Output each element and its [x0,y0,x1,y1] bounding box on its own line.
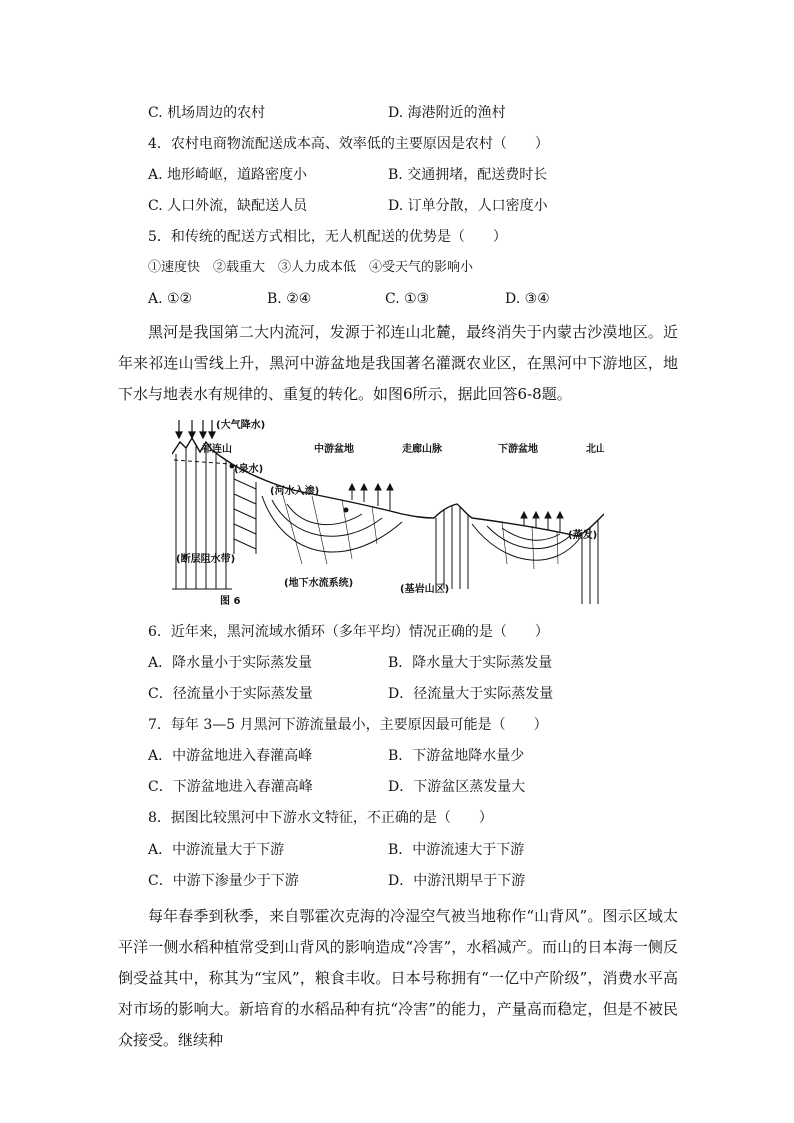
label-zoulang: 走廊山脉 [402,444,442,455]
figure-6 [172,414,604,610]
q8-option-b: B．中游流速大于下游 [388,842,525,858]
label-groundwater: (地下水流系统) [284,578,354,589]
q4-stem: 4．农村电商物流配送成本高、效率低的主要原因是农村（ ） [148,136,549,152]
passage-yamase: 每年春季到秋季，来自鄂霍次克海的冷湿空气被当地称作“山背风”。图示区域太平洋一侧水稻种植常受到山背风的影响造成“冷害”，水稻减产。而山的日本海一侧反倒受益其中，称其为“宝风”，粮食丰收。日本号称拥有“一亿中产阶级”，消费水平高对市场的影响大。新培育的水稻品种有抗“冷害”的能力，产量高而稳定，但是不被民众接受。继续种 [118,907,678,1049]
q7-option-c: C．下游盆地进入春灌高峰 [148,779,313,795]
q5-option-a: A. ①② [148,291,193,307]
label-xiayou: 下游盆地 [498,444,538,455]
q6-stem: 6．近年来，黑河流域水循环（多年平均）情况正确的是（ ） [148,624,549,640]
q3-option-c: C. 机场周边的农村 [148,105,266,121]
q8-option-d: D．中游汛期早于下游 [388,873,526,889]
label-evap: (蒸发) [568,530,598,541]
q4-option-c: C. 人口外流，缺配送人员 [148,198,308,214]
q5-option-d: D. ③④ [505,291,550,307]
q4-option-d: D. 订单分散，人口密度小 [388,198,548,214]
label-beishan: 北山 [586,444,604,455]
q5-option-b: B. ②④ [267,291,312,307]
q6-option-b: B．降水量大于实际蒸发量 [388,655,553,671]
figure-caption: 图 6 [220,596,241,607]
q3-option-d: D. 海港附近的渔村 [388,105,506,121]
q6-option-c: C．径流量小于实际蒸发量 [148,686,313,702]
q5-option-c: C. ①③ [385,291,430,307]
label-infiltration: (河水入渗) [270,486,320,497]
q8-option-c: C．中游下渗量少于下游 [148,873,299,889]
label-spring: (泉水) [234,464,264,475]
q6-option-d: D．径流量大于实际蒸发量 [388,686,554,702]
q7-stem: 7．每年 3—5 月黑河下游流量最小，主要原因最可能是（ ） [148,717,548,733]
q4-option-a: A. 地形崎岖，道路密度小 [148,167,308,183]
q7-option-b: B．下游盆地降水量少 [388,748,525,764]
label-bedrock: (基岩山区) [400,584,450,595]
q4-option-b: B. 交通拥堵，配送费时长 [388,167,548,183]
q5-items: ①速度快 ②载重大 ③人力成本低 ④受天气的影响小 [148,260,474,275]
q7-option-d: D．下游盆区蒸发量大 [388,779,526,795]
passage-heihe: 黑河是我国第二大内流河，发源于祁连山北麓，最终消失于内蒙古沙漠地区。近年来祁连山雪线上升，黑河中游盆地是我国著名灌溉农业区，在黑河中下游地区，地下水与地表水有规律的、重复的转化。如图6所示，据此回答6-8题。 [118,323,678,403]
label-zhongyou: 中游盆地 [314,444,354,455]
q8-option-a: A．中游流量大于下游 [148,842,285,858]
label-qilian: 祁连山 [202,444,232,455]
label-rain: (大气降水) [216,420,266,431]
q8-stem: 8．据图比较黑河中下游水文特征，不正确的是（ ） [148,810,493,826]
label-fault: (断层阻水带) [176,554,236,565]
q7-option-a: A．中游盆地进入春灌高峰 [148,748,313,764]
q5-stem: 5．和传统的配送方式相比，无人机配送的优势是（ ） [148,229,507,245]
q6-option-a: A．降水量小于实际蒸发量 [148,655,313,671]
